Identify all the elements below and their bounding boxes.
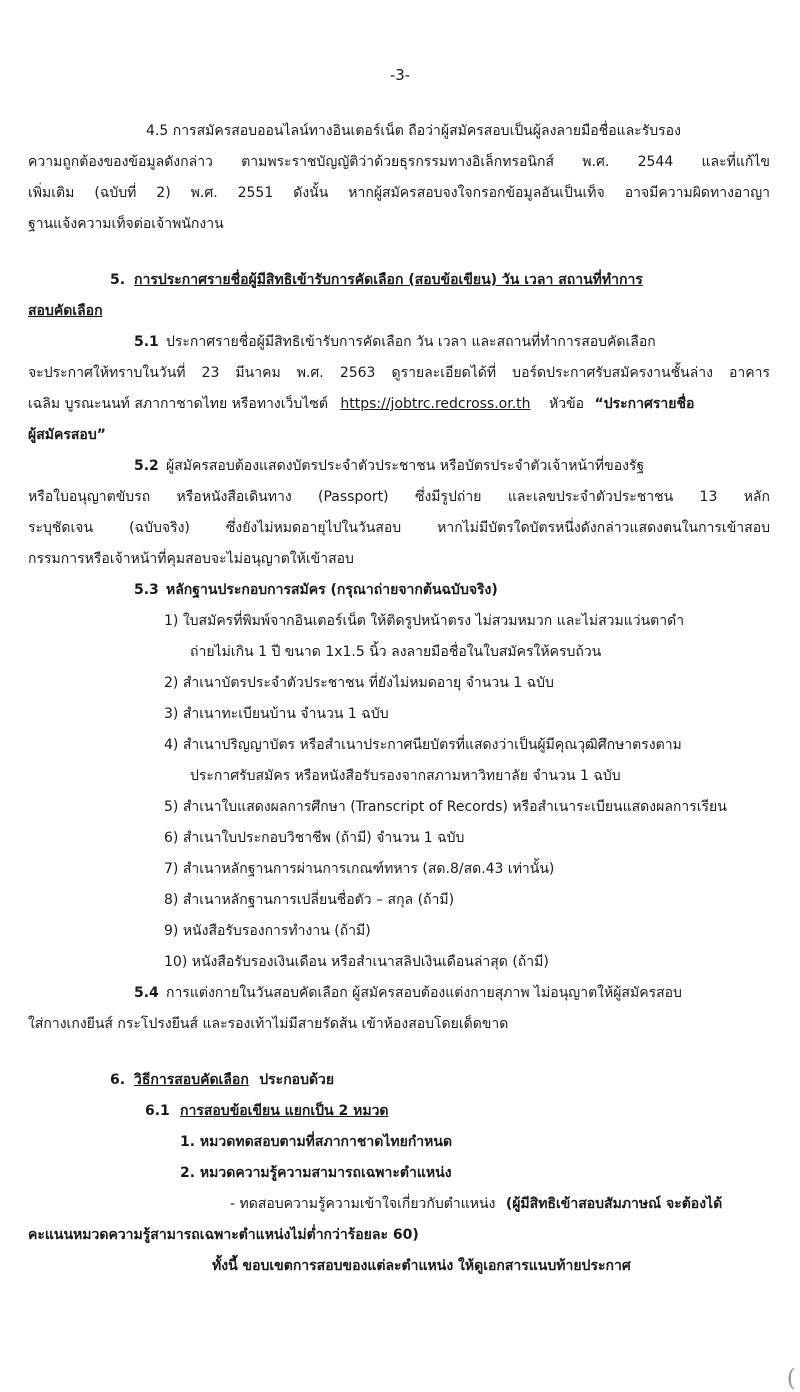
section-6-heading	[134, 1070, 334, 1090]
category-2: 2. หมวดความรู้ความสามารถเฉพาะตำแหน่ง	[180, 1165, 452, 1181]
section-5-2-line-1: ผู้สมัครสอบต้องแสดงบัตรประจำตัวประชาชน หรือบัตรประจำตัวเจ้าหน้าที่ของรัฐ	[166, 458, 645, 474]
section-4-5-line-2: ความถูกต้องของข้อมูลดังกล่าว ตามพระราชบัญญัติว่าด้วยธุรกรรมทางอิเล็กทรอนิกส์ พ.ศ. 2544 และที่แก้ไข	[28, 154, 770, 170]
section-4-5-line-3: เพิ่มเติม (ฉบับที่ 2) พ.ศ. 2551 ดังนั้น หากผู้สมัครสอบจงใจกรอกข้อมูลอันเป็นเท็จ อาจมีความผิดทางอาญา	[28, 185, 770, 201]
section-5-2-line-3: ระบุชัดเจน (ฉบับจริง) ซึ่งยังไม่หมดอายุไปในวันสอบ หากไม่มีบัตรใดบัตรหนึ่งดังกล่าวแสดงตนในการเข้าสอบ	[28, 520, 770, 536]
list-item-4-line-2: ประกาศรับสมัคร หรือหนังสือรับรองจากสภามหาวิทยาลัย จำนวน 1 ฉบับ	[190, 768, 621, 784]
section-6-1-number: 6.1	[145, 1103, 170, 1119]
section-6-title: วิธีการสอบคัดเลือก	[134, 1072, 249, 1088]
section-5-1-line-1: ประกาศรายชื่อผู้มีสิทธิเข้ารับการคัดเลือก วัน เวลา และสถานที่ทำการสอบคัดเลือก	[166, 334, 656, 350]
section-5-1-line-4: ผู้สมัครสอบ”	[28, 427, 106, 443]
jobtrc-website-link[interactable]: https://jobtrc.redcross.or.th	[340, 396, 531, 412]
list-item-6: 6) สำเนาใบประกอบวิชาชีพ (ถ้ามี) จำนวน 1 ฉบับ	[164, 830, 465, 846]
section-5-title-line-2: สอบคัดเลือก	[28, 303, 103, 319]
section-5-number: 5.	[110, 272, 126, 288]
category-2-detail-line-1	[230, 1194, 722, 1214]
section-5-1-topic-label: หัวข้อ	[548, 396, 585, 412]
category-2-detail-text: - ทดสอบความรู้ความเข้าใจเกี่ยวกับตำแหน่ง	[230, 1196, 496, 1212]
list-item-4-line-1: 4) สำเนาปริญญาบัตร หรือสำเนาประกาศนียบัตรที่แสดงว่าเป็นผู้มีคุณวุฒิศึกษาตรงตาม	[164, 737, 682, 753]
section-6-1-title: การสอบข้อเขียน แยกเป็น 2 หมวด	[180, 1103, 389, 1119]
section-5-3-number: 5.3	[134, 582, 159, 598]
exam-scope-note: ทั้งนี้ ขอบเขตการสอบของแต่ละตำแหน่ง ให้ดูเอกสารแนบท้ายประกาศ	[212, 1258, 631, 1274]
section-5-1-number: 5.1	[134, 334, 159, 350]
section-4-5-line-1: 4.5 การสมัครสอบออนไลน์ทางอินเตอร์เน็ต ถือว่าผู้สมัครสอบเป็นผู้ลงลายมือชื่อและรับรอง	[146, 123, 681, 139]
section-5-4-line-1: การแต่งกายในวันสอบคัดเลือก ผู้สมัครสอบต้องแต่งกายสุภาพ ไม่อนุญาตให้ผู้สมัครสอบ	[166, 985, 682, 1001]
scan-edge-mark: (	[786, 1364, 796, 1392]
section-5-4-line-2: ใส่กางเกงยีนส์ กระโปรงยีนส์ และรองเท้าไม่มีสายรัดส้น เข้าห้องสอบโดยเด็ดขาด	[28, 1016, 509, 1032]
list-item-2: 2) สำเนาบัตรประจำตัวประชาชน ที่ยังไม่หมดอายุ จำนวน 1 ฉบับ	[164, 675, 554, 691]
list-item-3: 3) สำเนาทะเบียนบ้าน จำนวน 1 ฉบับ	[164, 706, 389, 722]
list-item-10: 10) หนังสือรับรองเงินเดือน หรือสำเนาสลิปเงินเดือนล่าสุด (ถ้ามี)	[164, 954, 549, 970]
list-item-9: 9) หนังสือรับรองการทำงาน (ถ้ามี)	[164, 923, 371, 939]
section-5-1-line-3	[28, 394, 694, 414]
list-item-5: 5) สำเนาใบแสดงผลการศึกษา (Transcript of Records) หรือสำเนาระเบียนแสดงผลการเรียน	[164, 799, 727, 815]
section-5-2-line-2: หรือใบอนุญาตขับรถ หรือหนังสือเดินทาง (Passport) ซึ่งมีรูปถ่าย และเลขประจำตัวประชาชน 13 หลัก	[28, 489, 770, 505]
category-1: 1. หมวดทดสอบตามที่สภากาชาดไทยกำหนด	[180, 1134, 453, 1150]
category-2-detail-line-2: คะแนนหมวดความรู้สามารถเฉพาะตำแหน่งไม่ต่ำกว่าร้อยละ 60)	[28, 1227, 419, 1243]
section-6-number: 6.	[110, 1072, 126, 1088]
section-5-1-line-3-text: เฉลิม บูรณะนนท์ สภากาชาดไทย หรือทางเว็บไซต์	[28, 396, 328, 412]
page-number: -3-	[389, 66, 411, 84]
section-5-title-line-1: การประกาศรายชื่อผู้มีสิทธิเข้ารับการคัดเลือก (สอบข้อเขียน) วัน เวลา สถานที่ทำการ	[134, 272, 643, 288]
list-item-8: 8) สำเนาหลักฐานการเปลี่ยนชื่อตัว – สกุล (ถ้ามี)	[164, 892, 455, 908]
section-5-2-number: 5.2	[134, 458, 159, 474]
list-item-1-line-1: 1) ใบสมัครที่พิมพ์จากอินเตอร์เน็ต ให้ติดรูปหน้าตรง ไม่สวมหมวก และไม่สวมแว่นตาดำ	[164, 613, 685, 629]
section-6-title-suffix: ประกอบด้วย	[259, 1072, 335, 1088]
section-5-3-title: หลักฐานประกอบการสมัคร (กรุณาถ่ายจากต้นฉบับจริง)	[166, 582, 498, 598]
category-2-detail-condition: (ผู้มีสิทธิเข้าสอบสัมภาษณ์ จะต้องได้	[505, 1196, 723, 1212]
section-5-4-number: 5.4	[134, 985, 159, 1001]
list-item-1-line-2: ถ่ายไม่เกิน 1 ปี ขนาด 1x1.5 นิ้ว ลงลายมือชื่อในใบสมัครให้ครบถ้วน	[190, 644, 602, 660]
section-5-1-line-2: จะประกาศให้ทราบในวันที่ 23 มีนาคม พ.ศ. 2563 ดูรายละเอียดได้ที่ บอร์ดประกาศรับสมัครงานชั้นล่าง อาคาร	[28, 365, 770, 381]
section-5-2-line-4: กรรมการหรือเจ้าหน้าที่คุมสอบจะไม่อนุญาตให้เข้าสอบ	[28, 551, 354, 567]
section-5-1-topic-title: “ประกาศรายชื่อ	[594, 396, 695, 412]
section-4-5-line-4: ฐานแจ้งความเท็จต่อเจ้าพนักงาน	[28, 216, 224, 232]
list-item-7: 7) สำเนาหลักฐานการผ่านการเกณฑ์ทหาร (สด.8/สด.43 เท่านั้น)	[164, 861, 555, 877]
